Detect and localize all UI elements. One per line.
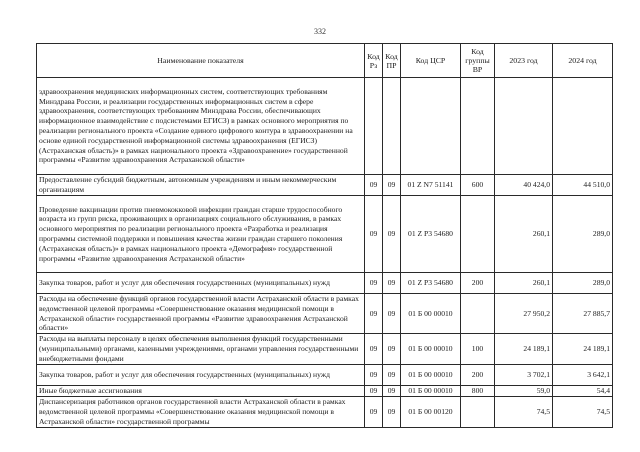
table-row xyxy=(37,294,613,334)
row-2024: 289,0 xyxy=(553,196,613,273)
row-csr: 01 Z P3 54680 xyxy=(401,273,461,294)
row-pr: 09 xyxy=(383,397,401,428)
row-vr: 200 xyxy=(461,273,495,294)
row-2024: 3 642,1 xyxy=(553,365,613,386)
row-2023: 74,5 xyxy=(495,397,553,428)
row-name: Предоставление субсидий бюджетным, автономным учреждениям и иным некоммерческим организациям xyxy=(37,175,365,196)
row-name: Закупка товаров, работ и услуг для обеспечения государственных (муниципальных) нужд xyxy=(37,365,365,386)
header-name: Наименование показателя xyxy=(37,44,365,78)
row-vr xyxy=(461,196,495,273)
row-vr: 100 xyxy=(461,334,495,365)
table-row xyxy=(37,397,613,428)
row-pr: 09 xyxy=(383,386,401,397)
row-csr: 01 Б 00 00120 xyxy=(401,397,461,428)
row-rz: 09 xyxy=(365,294,383,334)
row-vr: 600 xyxy=(461,175,495,196)
row-2024: 289,0 xyxy=(553,273,613,294)
row-name: Закупка товаров, работ и услуг для обеспечения государственных (муниципальных) нужд xyxy=(37,273,365,294)
row-csr xyxy=(401,78,461,175)
row-pr: 09 xyxy=(383,175,401,196)
row-2024: 54,4 xyxy=(553,386,613,397)
row-2023: 59,0 xyxy=(495,386,553,397)
row-name: Расходы на обеспечение функций органов государственной власти Астраханской области в рамках ведомственной целевой программы «Совершенствование оказания медицинской помощи в Астраханской области» государственной программы «Развитие здравоохранения Астраханской области» xyxy=(37,294,365,334)
row-name: Иные бюджетные ассигнования xyxy=(37,386,365,397)
row-2023 xyxy=(495,78,553,175)
budget-table xyxy=(36,43,613,428)
row-csr: 01 Б 00 00010 xyxy=(401,386,461,397)
row-rz xyxy=(365,78,383,175)
row-vr: 800 xyxy=(461,386,495,397)
row-2024: 27 885,7 xyxy=(553,294,613,334)
row-pr xyxy=(383,78,401,175)
table-row xyxy=(37,175,613,196)
table-row xyxy=(37,273,613,294)
row-2024: 44 510,0 xyxy=(553,175,613,196)
row-rz: 09 xyxy=(365,386,383,397)
row-name: Диспансеризация работников органов государственной власти Астраханской области в рамках ведомственной целевой программы «Совершенствование оказания медицинской помощи в Астраханской области» государственной программы xyxy=(37,397,365,428)
table-row xyxy=(37,196,613,273)
row-2023: 260,1 xyxy=(495,273,553,294)
row-2023: 24 189,1 xyxy=(495,334,553,365)
row-vr xyxy=(461,294,495,334)
header-pr: Код ПР xyxy=(383,44,401,78)
row-csr: 01 Z N7 51141 xyxy=(401,175,461,196)
header-rz: Код Рз xyxy=(365,44,383,78)
row-rz: 09 xyxy=(365,365,383,386)
row-2023: 3 702,1 xyxy=(495,365,553,386)
row-2024: 74,5 xyxy=(553,397,613,428)
row-rz: 09 xyxy=(365,273,383,294)
row-2024 xyxy=(553,78,613,175)
header-2023: 2023 год xyxy=(495,44,553,78)
row-name: здравоохранения медицинских информационных систем, соответствующих требованиям Минздрава России, и реализации государственных информационных систем в сфере здравоохранения, соответствующих требованиям Минздрава России, обеспечивающих информационное взаимодействие с подсистемами ЕГИСЗ) в рамках основного мероприятия по реализации регионального проекта «Создание единого цифрового контура в здравоохранении на основе единой государственной информационной системы здравоохранения (ЕГИСЗ) (Астраханская область)» в рамках национального проекта «Здравоохранение» государственной программы «Развитие здравоохранения Астраханской области» xyxy=(37,78,365,175)
row-2023: 40 424,0 xyxy=(495,175,553,196)
header-csr: Код ЦСР xyxy=(401,44,461,78)
row-rz: 09 xyxy=(365,334,383,365)
table-row xyxy=(37,365,613,386)
row-pr: 09 xyxy=(383,294,401,334)
row-vr xyxy=(461,397,495,428)
header-vr: Код группы ВР xyxy=(461,44,495,78)
row-rz: 09 xyxy=(365,397,383,428)
table-row xyxy=(37,386,613,397)
row-pr: 09 xyxy=(383,196,401,273)
row-vr: 200 xyxy=(461,365,495,386)
row-pr: 09 xyxy=(383,365,401,386)
row-rz: 09 xyxy=(365,175,383,196)
row-vr xyxy=(461,78,495,175)
row-csr: 01 Б 00 00010 xyxy=(401,334,461,365)
row-2023: 27 950,2 xyxy=(495,294,553,334)
row-csr: 01 Б 00 00010 xyxy=(401,365,461,386)
row-rz: 09 xyxy=(365,196,383,273)
row-2024: 24 189,1 xyxy=(553,334,613,365)
row-csr: 01 Б 00 00010 xyxy=(401,294,461,334)
row-pr: 09 xyxy=(383,273,401,294)
row-name: Проведение вакцинации против пневмококковой инфекции граждан старше трудоспособного возраста из групп риска, проживающих в организациях социального обслуживания, в рамках основного мероприятия по реализации регионального проекта «Разработка и реализация программы системной поддержки и повышения качества жизни граждан старшего поколения (Астраханская область)» в рамках национального проекта «Демография» государственной программы «Развитие здравоохранения Астраханской области» xyxy=(37,196,365,273)
table-header-row xyxy=(37,44,613,78)
row-name: Расходы на выплаты персоналу в целях обеспечения выполнения функций государственными (муниципальными) органами, казенными учреждениями, органами управления государственными внебюджетными фондами xyxy=(37,334,365,365)
row-2023: 260,1 xyxy=(495,196,553,273)
row-pr: 09 xyxy=(383,334,401,365)
table-row xyxy=(37,78,613,175)
header-2024: 2024 год xyxy=(553,44,613,78)
page-number: 332 xyxy=(314,27,326,36)
table-row xyxy=(37,334,613,365)
row-csr: 01 Z P3 54680 xyxy=(401,196,461,273)
